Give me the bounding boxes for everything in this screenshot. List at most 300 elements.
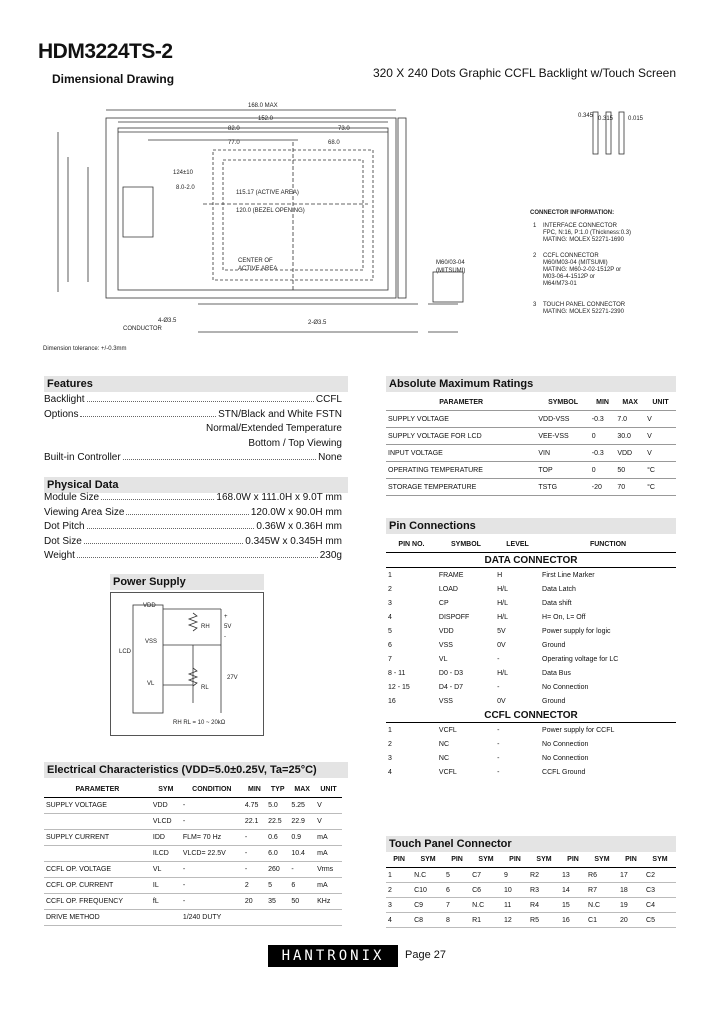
electrical-header: MIN [243,782,266,798]
page-number: Page 27 [405,949,446,961]
touch-panel-cell: 9 [502,868,528,883]
svg-text:2-Ø3.5: 2-Ø3.5 [308,320,327,326]
abs-max-row [386,479,676,496]
abs-max-cell: V [645,445,676,462]
pin-connections-table [386,537,676,779]
abs-max-cell: TSTG [536,479,589,496]
electrical-cell [315,910,342,926]
feature-row [44,409,342,420]
pin-row [386,582,676,596]
pin-row [386,596,676,610]
feature-value: Normal/Extended Temperature [206,423,342,434]
minus-label: - [224,634,226,640]
svg-text:(MITSUMI): (MITSUMI) [436,268,466,274]
physical-row [44,550,342,561]
touch-panel-header: SYM [586,852,618,868]
pin-cell: - [497,683,500,691]
electrical-cell: 22.9 [289,814,315,830]
pin-cell: 1 [388,726,392,734]
electrical-cell: SUPPLY VOLTAGE [44,798,151,814]
electrical-cell: Vrms [315,862,342,878]
pin-cell: NC [438,740,450,748]
touch-panel-cell: 14 [560,883,586,898]
touch-panel-cell: R3 [528,883,560,898]
v27-label: 27V [227,675,238,681]
abs-max-cell: VDD [615,445,645,462]
abs-max-cell: 30.0 [615,428,645,445]
electrical-cell: fL [151,894,181,910]
electrical-cell: DRIVE METHOD [44,910,151,926]
touch-panel-cell: 5 [444,868,470,883]
pin-cell: 2 [388,740,392,748]
electrical-cell: IDD [151,830,181,846]
electrical-cell: 10.4 [289,846,315,862]
touch-panel-cell: 12 [502,913,528,928]
pin-cell: 2 [388,585,392,593]
pin-cell: D0 - D3 [438,669,464,677]
touch-panel-header: SYM [528,852,560,868]
svg-text:68.0: 68.0 [328,140,340,146]
pin-cell: 5V [497,627,506,635]
physical-label: Dot Pitch [44,521,85,532]
abs-max-cell: TOP [536,462,589,479]
pin-row [386,694,676,708]
pin-cell: 7 [388,655,392,663]
pin-row [386,680,676,694]
abs-max-cell: 50 [615,462,645,479]
pin-row [386,751,676,765]
physical-row [44,536,342,547]
touch-panel-cell: 10 [502,883,528,898]
product-description: 320 X 240 Dots Graphic CCFL Backlight w/Touch Screen [372,66,676,80]
touch-panel-cell: 20 [618,913,644,928]
svg-text:82.0: 82.0 [228,126,240,132]
pin-cell: 3 [388,599,392,607]
electrical-cell: CCFL OP. FREQUENCY [44,894,151,910]
abs-max-cell: 70 [615,479,645,496]
pin-subheader-row [386,553,676,568]
svg-text:MATING: MOLEX 52271-2390: MATING: MOLEX 52271-2390 [543,309,624,315]
touch-panel-row [386,898,676,913]
physical-label: Dot Size [44,535,82,547]
pin-cell: VCFL [438,726,457,734]
svg-text:8.0-2.0: 8.0-2.0 [176,185,195,191]
touch-panel-header: PIN [444,852,470,868]
pin-subheader-row [386,708,676,723]
electrical-cell: - [181,878,243,894]
electrical-cell: - [181,798,243,814]
electrical-cell: V [315,798,342,814]
touch-panel-header: SYM [644,852,676,868]
feature-dots [46,438,246,446]
touch-panel-cell: 2 [386,883,412,898]
touch-panel-heading: Touch Panel Connector [386,836,676,852]
svg-text:ACTIVE AREA: ACTIVE AREA [238,266,278,272]
abs-max-cell: -20 [590,479,616,496]
physical-row [44,492,342,503]
pin-cell: VCFL [438,768,457,776]
physical-value: 230g [319,550,342,561]
electrical-cell: V [315,814,342,830]
touch-panel-cell: 13 [560,868,586,883]
electrical-cell: 5 [266,878,289,894]
feature-dots [87,394,314,402]
electrical-cell: VL [151,862,181,878]
pin-row [386,624,676,638]
pin-cell: H [497,571,503,579]
rh-label: RH [201,624,210,630]
electrical-row [44,878,342,894]
electrical-cell: - [181,814,243,830]
touch-panel-header: PIN [386,852,412,868]
feature-label: Options [44,408,79,420]
svg-text:CCFL CONNECTOR: CCFL CONNECTOR [543,253,599,259]
pin-cell: H/L [497,669,508,677]
abs-max-row [386,462,676,479]
svg-text:115.17 (ACTIVE AREA): 115.17 (ACTIVE AREA) [236,190,299,196]
touch-panel-cell: C6 [470,883,502,898]
electrical-cell: - [243,862,266,878]
pin-cell: VL [438,655,448,663]
touch-panel-cell: C8 [412,913,444,928]
electrical-cell: 50 [289,894,315,910]
abs-max-table [386,394,676,496]
lcd-label: LCD [119,649,132,655]
touch-panel-cell: 3 [386,898,412,913]
pin-cell: H/L [497,585,508,593]
touch-panel-cell: R7 [586,883,618,898]
electrical-cell: 5.0 [266,798,289,814]
touch-panel-header: SYM [470,852,502,868]
feature-value: CCFL [315,394,342,405]
svg-text:FPC, N:16, P:1.0 (Thickness:0.: FPC, N:16, P:1.0 (Thickness:0.3) [543,230,632,236]
pin-row [386,652,676,666]
svg-text:168.0 MAX: 168.0 MAX [248,103,278,109]
vl-label: VL [147,681,155,687]
electrical-cell: VLCD [151,814,181,830]
electrical-header: TYP [266,782,289,798]
pin-cell: LOAD [438,585,458,593]
electrical-cell: CCFL OP. VOLTAGE [44,862,151,878]
svg-text:MATING: MOLEX 52271-1690: MATING: MOLEX 52271-1690 [543,237,624,243]
touch-panel-cell: C10 [412,883,444,898]
pin-cell: 3 [388,754,392,762]
electrical-cell: - [289,862,315,878]
power-supply-schematic [111,593,263,735]
abs-max-cell: SUPPLY VOLTAGE [386,411,536,428]
section-title-dimensional: Dimensional Drawing [52,72,175,86]
pin-cell: 6 [388,641,392,649]
abs-max-cell: 0 [590,462,616,479]
svg-text:M60/03-04: M60/03-04 [436,260,465,266]
abs-max-cell: °C [645,479,676,496]
physical-heading: Physical Data [44,477,348,493]
svg-text:MATING: M60-2-02-1512P or: MATING: M60-2-02-1512P or [543,267,622,273]
feature-label: Built-in Controller [44,452,121,463]
pin-row [386,568,676,583]
abs-max-cell: V [645,411,676,428]
electrical-cell: 0.9 [289,830,315,846]
touch-panel-cell: C1 [586,913,618,928]
electrical-cell: VDD [151,798,181,814]
touch-panel-cell: R6 [586,868,618,883]
vdd-label: VDD [143,603,156,609]
abs-max-header: UNIT [645,394,676,411]
electrical-header: SYM [151,782,181,798]
touch-panel-cell: 6 [444,883,470,898]
electrical-cell: - [243,846,266,862]
pin-row [386,737,676,751]
feature-row [44,452,342,463]
touch-panel-cell: 8 [444,913,470,928]
svg-text:77.0: 77.0 [228,140,240,146]
feature-row [44,394,342,405]
physical-dots [126,507,248,515]
rl-label: RL [201,685,209,691]
touch-panel-row [386,868,676,883]
physical-dots [101,492,214,500]
physical-value: 168.0W x 111.0H x 9.0T mm [216,492,342,503]
pin-cell: - [497,768,500,776]
touch-panel-cell: C9 [412,898,444,913]
touch-panel-row [386,883,676,898]
electrical-cell: IL [151,878,181,894]
pin-cell: 0V [497,641,506,649]
feature-row [44,423,342,434]
touch-panel-cell: C5 [644,913,676,928]
abs-max-cell: -0.3 [590,411,616,428]
electrical-row [44,798,342,814]
electrical-cell: SUPPLY CURRENT [44,830,151,846]
svg-text:CONDUCTOR: CONDUCTOR [123,326,162,332]
pin-cell: - [497,726,500,734]
abs-max-cell: -0.3 [590,445,616,462]
electrical-cell [266,910,289,926]
electrical-header: PARAMETER [44,782,151,798]
abs-max-cell: VDD-VSS [536,411,589,428]
vss-label: VSS [145,639,158,645]
physical-label: Viewing Area Size [44,506,125,518]
pin-cell: 16 [388,697,396,705]
electrical-cell: mA [315,830,342,846]
feature-row [44,438,342,449]
feature-value: None [318,452,342,463]
electrical-cell [44,814,151,830]
physical-value: 0.345W x 0.345H mm [245,535,342,547]
electrical-cell: 0.6 [266,830,289,846]
feature-label: Backlight [44,394,85,405]
abs-max-cell: SUPPLY VOLTAGE FOR LCD [386,428,536,445]
touch-panel-header: SYM [412,852,444,868]
pin-cell: H/L [497,613,508,621]
power-supply-diagram [110,592,264,736]
electrical-cell: mA [315,878,342,894]
pin-cell: FRAME [438,571,464,579]
svg-text:3: 3 [533,302,537,308]
electrical-row [44,814,342,830]
svg-text:1: 1 [533,223,537,229]
pin-cell: No Connection [542,754,589,762]
electrical-cell: 5.25 [289,798,315,814]
electrical-cell: - [181,862,243,878]
pin-cell: 8 - 11 [388,669,406,677]
pin-subheader: DATA CONNECTOR [386,553,676,568]
pin-cell: No Connection [542,683,589,691]
pin-row [386,765,676,779]
electrical-cell: 22.5 [266,814,289,830]
pin-cell: Data Latch [542,585,576,593]
touch-panel-cell: 7 [444,898,470,913]
electrical-cell: 260 [266,862,289,878]
physical-row [44,521,342,532]
pin-header: PIN NO. [386,537,437,553]
svg-text:0.345: 0.345 [578,113,594,119]
electrical-cell: 22.1 [243,814,266,830]
touch-panel-cell: R1 [470,913,502,928]
pin-cell: DISPOFF [438,613,470,621]
electrical-header: MAX [289,782,315,798]
pin-cell: VSS [438,697,453,705]
touch-panel-cell: C4 [644,898,676,913]
pin-cell: Data Bus [542,669,571,677]
touch-panel-cell: N.C [470,898,502,913]
touch-panel-row [386,913,676,928]
electrical-row [44,862,342,878]
svg-text:INTERFACE CONNECTOR: INTERFACE CONNECTOR [543,223,617,229]
pin-cell: 4 [388,768,392,776]
pin-cell: 4 [388,613,392,621]
svg-text:152.0: 152.0 [258,116,274,122]
pin-cell: 1 [388,571,392,579]
abs-max-cell: 7.0 [615,411,645,428]
electrical-cell: 1/240 DUTY [181,910,243,926]
svg-text:M03-06-4-1512P or: M03-06-4-1512P or [543,274,595,280]
touch-panel-cell: 11 [502,898,528,913]
pin-cell: Operating voltage for LC [542,655,619,663]
electrical-cell: 20 [243,894,266,910]
touch-panel-header: PIN [502,852,528,868]
physical-row [44,507,342,518]
electrical-cell: - [181,894,243,910]
pin-cell: Power supply for logic [542,627,611,635]
electrical-cell [289,910,315,926]
pin-subheader: CCFL CONNECTOR [386,708,676,723]
abs-max-header: PARAMETER [386,394,536,411]
feature-dots [123,452,316,460]
abs-max-cell: °C [645,462,676,479]
touch-panel-cell: 18 [618,883,644,898]
touch-panel-cell: C2 [644,868,676,883]
pin-connections-heading: Pin Connections [386,518,676,534]
pin-cell: CCFL Ground [542,768,586,776]
electrical-table [44,782,342,926]
abs-max-header: MAX [615,394,645,411]
pin-cell: 12 - 15 [388,683,410,691]
electrical-cell: KHz [315,894,342,910]
pin-row [386,723,676,738]
touch-panel-cell: R4 [528,898,560,913]
abs-max-heading: Absolute Maximum Ratings [386,376,676,392]
feature-dots [46,423,204,431]
svg-text:0.015: 0.015 [628,116,644,122]
touch-panel-cell: R2 [528,868,560,883]
physical-dots [84,536,243,544]
pin-cell: Data shift [542,599,572,607]
abs-max-header: SYMBOL [536,394,589,411]
svg-text:Dimension tolerance: +/-0.3mm: Dimension tolerance: +/-0.3mm [43,346,127,352]
plus-label: + [224,614,228,620]
abs-max-cell: VIN [536,445,589,462]
physical-value: 0.36W x 0.36H mm [256,521,342,532]
touch-panel-cell: 17 [618,868,644,883]
physical-value: 120.0W x 90.0H mm [250,506,342,518]
pin-row [386,638,676,652]
pin-cell: NC [438,754,450,762]
abs-max-row [386,411,676,428]
electrical-row [44,894,342,910]
svg-text:0.315: 0.315 [598,116,614,122]
touch-panel-cell: N.C [586,898,618,913]
electrical-cell: mA [315,846,342,862]
pin-cell: Ground [542,641,566,649]
pin-cell: CP [438,599,449,607]
feature-value: STN/Black and White FSTN [218,408,342,420]
pin-cell: First Line Marker [542,571,595,579]
electrical-row [44,910,342,926]
svg-text:M60/M03-04 (MITSUMI): M60/M03-04 (MITSUMI) [543,260,608,266]
pin-cell: H= On, L= Off [542,613,586,621]
abs-max-cell: 0 [590,428,616,445]
abs-max-cell: INPUT VOLTAGE [386,445,536,462]
touch-panel-cell: 4 [386,913,412,928]
touch-panel-cell: 19 [618,898,644,913]
physical-label: Module Size [44,492,100,503]
pin-header: FUNCTION [540,537,676,553]
touch-panel-header: PIN [560,852,586,868]
dimensional-drawing [38,92,678,364]
pin-cell: 5 [388,627,392,635]
page-title: HDM3224TS-2 [38,40,173,63]
pin-row [386,666,676,680]
feature-value: Bottom / Top Viewing [248,437,342,449]
electrical-cell: ILCD [151,846,181,862]
feature-dots [80,409,216,417]
resistor-formula: RH RL = 10 ~ 20kΩ [173,720,226,726]
electrical-row [44,846,342,862]
pin-cell: - [497,740,500,748]
abs-max-cell: OPERATING TEMPERATURE [386,462,536,479]
svg-text:M64/M73-01: M64/M73-01 [543,281,577,287]
abs-max-row [386,445,676,462]
touch-panel-table [386,852,676,928]
svg-text:2: 2 [533,253,537,259]
pin-cell: D4 - D7 [438,683,464,691]
electrical-cell: CCFL OP. CURRENT [44,878,151,894]
abs-max-header: MIN [590,394,616,411]
electrical-cell [44,846,151,862]
touch-panel-cell: C7 [470,868,502,883]
pin-cell: - [497,754,500,762]
physical-dots [87,521,255,529]
electrical-cell: 2 [243,878,266,894]
pin-header: LEVEL [495,537,540,553]
physical-label: Weight [44,550,75,561]
abs-max-row [386,428,676,445]
pin-cell: 0V [497,697,506,705]
svg-text:124±10: 124±10 [173,170,193,176]
electrical-header: UNIT [315,782,342,798]
touch-panel-cell: C3 [644,883,676,898]
